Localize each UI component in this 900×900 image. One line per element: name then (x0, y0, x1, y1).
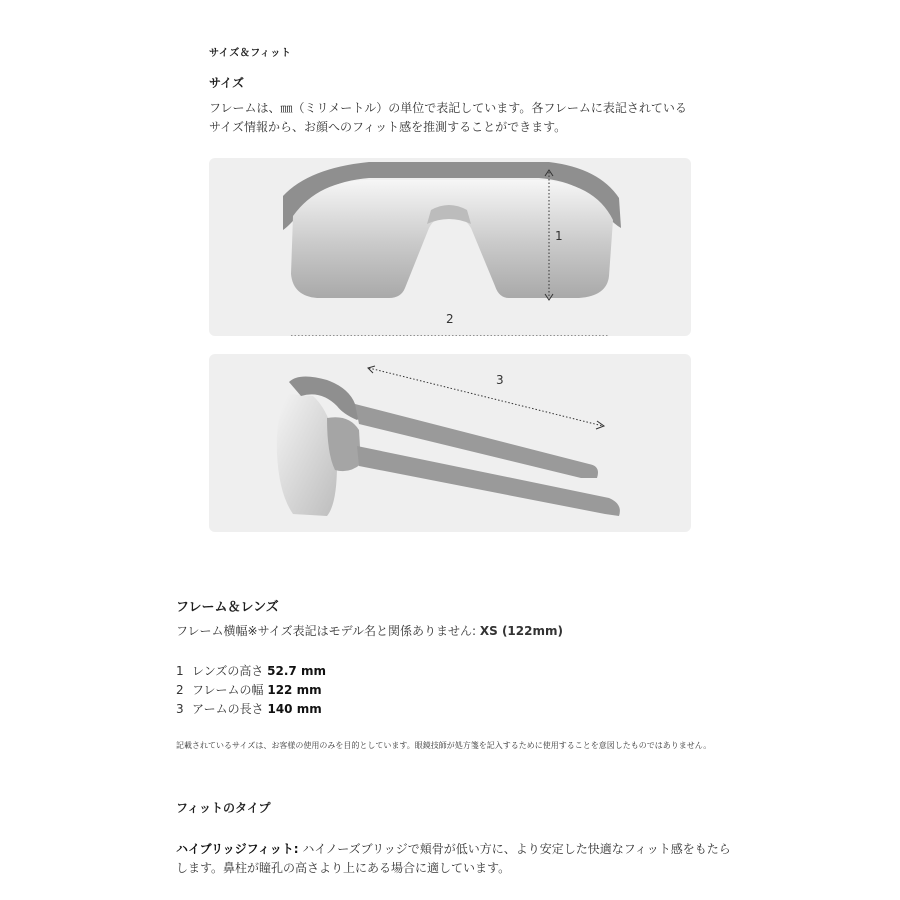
frame-width-line (176, 622, 563, 639)
measurement-value: 122 mm (267, 683, 322, 697)
label-arm-length: 3 (496, 373, 504, 387)
fit-type-description (176, 840, 736, 878)
measurement-value: 140 mm (267, 702, 322, 716)
measurement-number: 2 (176, 683, 184, 697)
fit-type-name: ハイブリッジフィット: (176, 842, 299, 856)
measurement-value: 52.7 mm (267, 664, 326, 678)
size-intro (209, 99, 709, 137)
intro-line-2: サイズ情報から、お顔へのフィット感を推測することができます。 (209, 120, 567, 134)
frame-lens-heading: フレーム＆レンズ (176, 600, 279, 615)
label-frame-width: 2 (446, 312, 454, 326)
lens-shield (291, 180, 613, 298)
lower-arm (357, 446, 620, 516)
measurement-row (176, 662, 326, 681)
fit-type-text: ハイノーズブリッジで頬骨が低い方に、より安定した快適なフィット感をもたらします。鼻柱が瞳孔の高さより上にある場合に適しています。 (176, 842, 731, 875)
frame-width-label: フレーム横幅※サイズ表記はモデル名と関係ありません: (176, 624, 480, 638)
side-view-illustration (209, 354, 691, 532)
label-lens-height: 1 (555, 229, 563, 243)
measurement-number: 3 (176, 702, 184, 716)
side-view-diagram (209, 354, 691, 532)
measurement-row (176, 681, 326, 700)
measurement-row (176, 700, 326, 719)
section-title: サイズ＆フィット (209, 48, 292, 59)
measurement-label: フレームの幅 (192, 683, 264, 697)
fit-type-heading: フィットのタイプ (176, 801, 271, 815)
side-lens (277, 394, 337, 516)
measurement-number: 1 (176, 664, 184, 678)
intro-line-1: フレームは、㎜（ミリメートル）の単位で表記しています。各フレームに表記されている (209, 101, 687, 115)
measurement-list (176, 662, 326, 719)
size-heading: サイズ (209, 76, 245, 90)
measurement-label: レンズの高さ (192, 664, 264, 678)
front-view-diagram (209, 158, 691, 336)
arm-arrow-left-head (368, 366, 375, 373)
size-disclaimer: 記載されているサイズは、お客様の使用のみを目的としています。眼鏡技師が処方箋を記入するために使用することを意図したものではありません。 (176, 741, 712, 750)
frame-width-value: XS (122mm) (479, 624, 563, 638)
measurement-label: アームの長さ (192, 702, 264, 716)
front-view-illustration (209, 158, 691, 336)
